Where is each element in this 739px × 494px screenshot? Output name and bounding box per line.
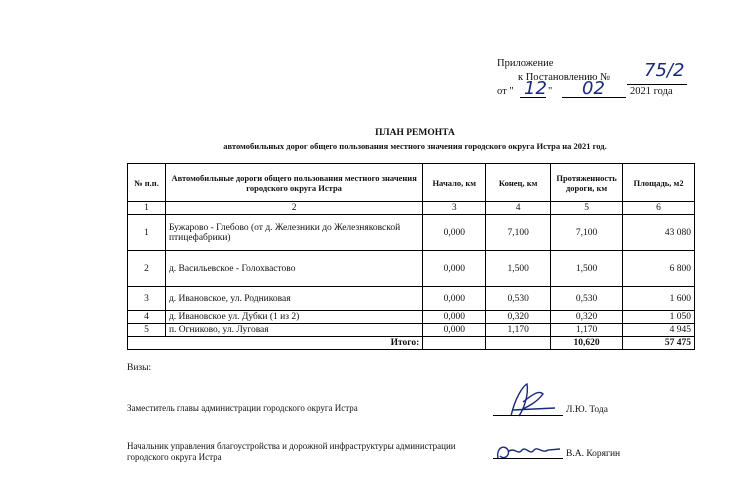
row-length: 1,500 bbox=[551, 251, 623, 287]
row-length: 0,530 bbox=[551, 287, 623, 311]
row-start: 0,000 bbox=[423, 287, 486, 311]
total-label: Итого: bbox=[128, 337, 423, 350]
signer1-name: Л.Ю. Тода bbox=[566, 405, 608, 415]
document-title: ПЛАН РЕМОНТА bbox=[375, 128, 455, 138]
total-empty-start bbox=[423, 337, 486, 350]
table-total-row bbox=[128, 337, 695, 350]
col-header-road: Автомобильные дороги общего пользования местного значения городского округа Истра bbox=[165, 164, 422, 202]
header-date-prefix: от " bbox=[497, 86, 514, 97]
row-road-name: Бужарово - Глебово (от д. Железники до Железняковской птицефабрики) bbox=[165, 215, 422, 251]
signer2-title-line2: городского округа Истра bbox=[127, 452, 222, 462]
visas-label: Визы: bbox=[127, 363, 152, 373]
table-header-row bbox=[128, 164, 695, 202]
header-decree-prefix: к Постановлению № bbox=[518, 72, 611, 83]
row-end: 0,320 bbox=[486, 311, 551, 324]
header-appendix: Приложение bbox=[497, 58, 554, 69]
table-row bbox=[128, 311, 695, 324]
signer1-title: Заместитель главы администрации городского округа Истра bbox=[127, 403, 358, 413]
column-number-row bbox=[128, 202, 695, 215]
total-empty-end bbox=[486, 337, 551, 350]
row-start: 0,000 bbox=[423, 251, 486, 287]
row-start: 0,000 bbox=[423, 324, 486, 337]
row-road-name: п. Огниково, ул. Луговая bbox=[165, 324, 422, 337]
signature-2-graphic bbox=[490, 440, 565, 464]
header-date-year: 2021 года bbox=[630, 86, 673, 97]
row-end: 1,170 bbox=[486, 324, 551, 337]
repair-plan-table bbox=[127, 163, 695, 350]
row-road-name: д. Ивановское, ул. Родниковая bbox=[165, 287, 422, 311]
col-number: 1 bbox=[128, 202, 166, 215]
date-day-handwritten: 12 bbox=[524, 78, 547, 99]
row-area: 43 080 bbox=[623, 215, 695, 251]
signature-1-line bbox=[493, 415, 563, 416]
row-num: 2 bbox=[128, 251, 166, 287]
signature-2-line bbox=[493, 458, 563, 459]
row-length: 7,100 bbox=[551, 215, 623, 251]
signer2-title-line1: Начальник управления благоустройства и дорожной инфраструктуры администрации bbox=[127, 441, 456, 451]
row-end: 1,500 bbox=[486, 251, 551, 287]
row-area: 6 800 bbox=[623, 251, 695, 287]
row-end: 7,100 bbox=[486, 215, 551, 251]
row-area: 1 050 bbox=[623, 311, 695, 324]
signer2-name: В.А. Корягин bbox=[566, 449, 621, 459]
table-row bbox=[128, 287, 695, 311]
row-start: 0,000 bbox=[423, 215, 486, 251]
row-area: 1 600 bbox=[623, 287, 695, 311]
table-row bbox=[128, 215, 695, 251]
col-number: 4 bbox=[486, 202, 551, 215]
col-number: 2 bbox=[165, 202, 422, 215]
decree-number-line bbox=[627, 84, 687, 85]
decree-number-handwritten: 75/2 bbox=[644, 60, 685, 81]
col-header-end: Конец, км bbox=[486, 164, 551, 202]
row-num: 1 bbox=[128, 215, 166, 251]
col-header-area: Площадь, м2 bbox=[623, 164, 695, 202]
row-length: 0,320 bbox=[551, 311, 623, 324]
row-num: 5 bbox=[128, 324, 166, 337]
date-month-handwritten: 02 bbox=[582, 78, 605, 99]
signature-1-graphic bbox=[493, 380, 565, 420]
col-header-length: Протяженность дороги, км bbox=[551, 164, 623, 202]
table-row bbox=[128, 324, 695, 337]
col-header-start: Начало, км bbox=[423, 164, 486, 202]
col-number: 6 bbox=[623, 202, 695, 215]
total-length: 10,620 bbox=[551, 337, 623, 350]
row-length: 1,170 bbox=[551, 324, 623, 337]
row-road-name: д. Васильевское - Голохвастово bbox=[165, 251, 422, 287]
table-row bbox=[128, 251, 695, 287]
row-num: 3 bbox=[128, 287, 166, 311]
row-end: 0,530 bbox=[486, 287, 551, 311]
row-num: 4 bbox=[128, 311, 166, 324]
row-road-name: д. Ивановское ул. Дубки (1 из 2) bbox=[165, 311, 422, 324]
total-area: 57 475 bbox=[623, 337, 695, 350]
col-number: 3 bbox=[423, 202, 486, 215]
row-area: 4 945 bbox=[623, 324, 695, 337]
row-start: 0,000 bbox=[423, 311, 486, 324]
col-number: 5 bbox=[551, 202, 623, 215]
col-header-num: № п.п. bbox=[128, 164, 166, 202]
document-subtitle: автомобильных дорог общего пользования местного значения городского округа Истра на 2021 год. bbox=[223, 141, 607, 151]
header-date-quote: " bbox=[548, 86, 553, 97]
